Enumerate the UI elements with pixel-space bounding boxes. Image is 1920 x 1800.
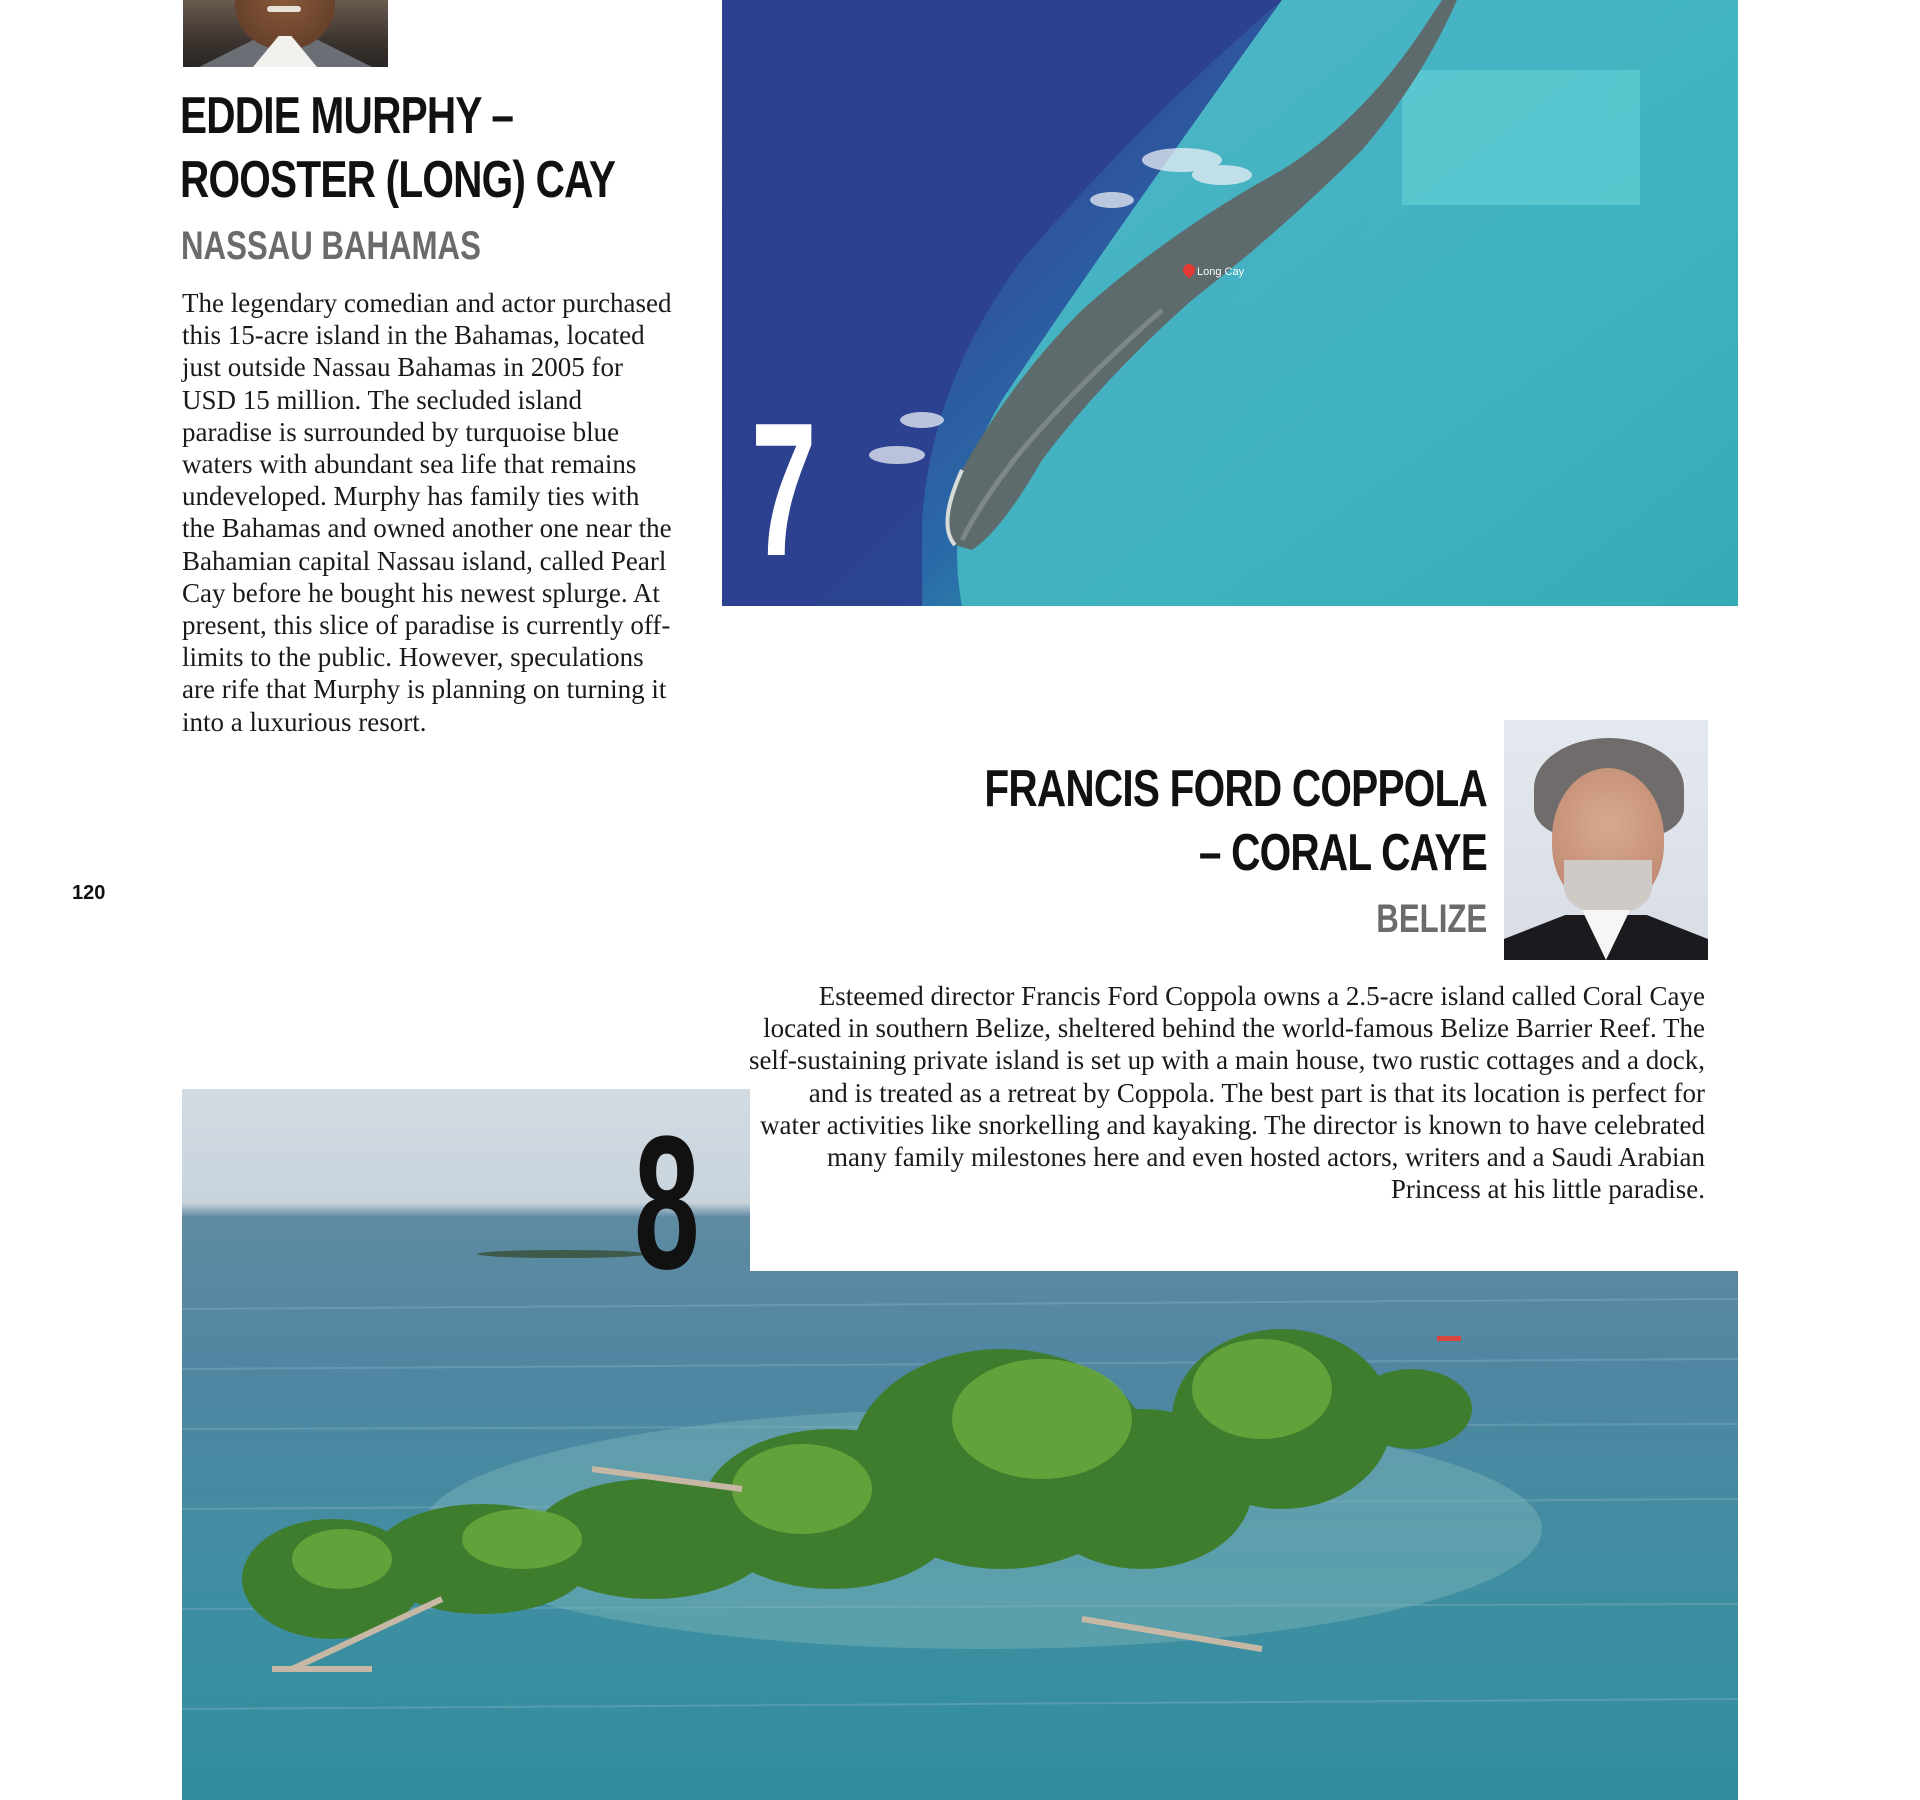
entry-8-title-line1: FRANCIS FORD COPPOLA: [984, 760, 1487, 818]
entry-8-location: BELIZE: [1376, 897, 1487, 941]
entry-7-title: [180, 84, 726, 212]
francis-ford-coppola-portrait: [1504, 720, 1708, 960]
entry-7-location: NASSAU BAHAMAS: [181, 224, 481, 268]
eddie-murphy-portrait: [183, 0, 388, 67]
entry-7-number: 7: [751, 384, 817, 596]
entry-8-body: Esteemed director Francis Ford Coppola owns a 2.5-acre island called Coral Caye located in southern Belize, sheltered behind the world-famous Belize Barrier Reef. The self-sustaining private island is set up with a main house, two rustic cottages and a dock, and is treated as a retreat by Coppola. The best part is that its location is perfect for water activities like snorkelling and kayaking. The director is known to have celebrated many family milestones here and even hosted actors, writers and a Saudi Arabian Princess at his little paradise.: [748, 981, 1705, 1205]
entry-7-body: The legendary comedian and actor purchased this 15-acre island in the Bahamas, located just outside Nassau Bahamas in 2005 for USD 15 million. The secluded island paradise is surrounded by turquoise blue waters with abundant sea life that remains undeveloped. Murphy has family ties with the Bahamas and owned another one near the Bahamian capital Nassau island, called Pearl Cay before he bought his newest splurge. At present, this slice of paradise is currently off-limits to the public. However, speculations are rife that Murphy is planning on turning it into a luxurious resort.: [182, 288, 672, 737]
entry-8-title: [925, 757, 1487, 885]
entry-8-title-line2: – CORAL CAYE: [1198, 824, 1487, 882]
page-number: 120: [72, 882, 106, 904]
entry-8-number: 8: [634, 1097, 700, 1309]
entry-7-title-line2: ROOSTER (LONG) CAY: [180, 151, 616, 209]
map-location-label: Long Cay: [1197, 266, 1245, 278]
entry-7-title-line1: EDDIE MURPHY –: [180, 87, 514, 145]
long-cay-satellite-map: [722, 0, 1738, 606]
